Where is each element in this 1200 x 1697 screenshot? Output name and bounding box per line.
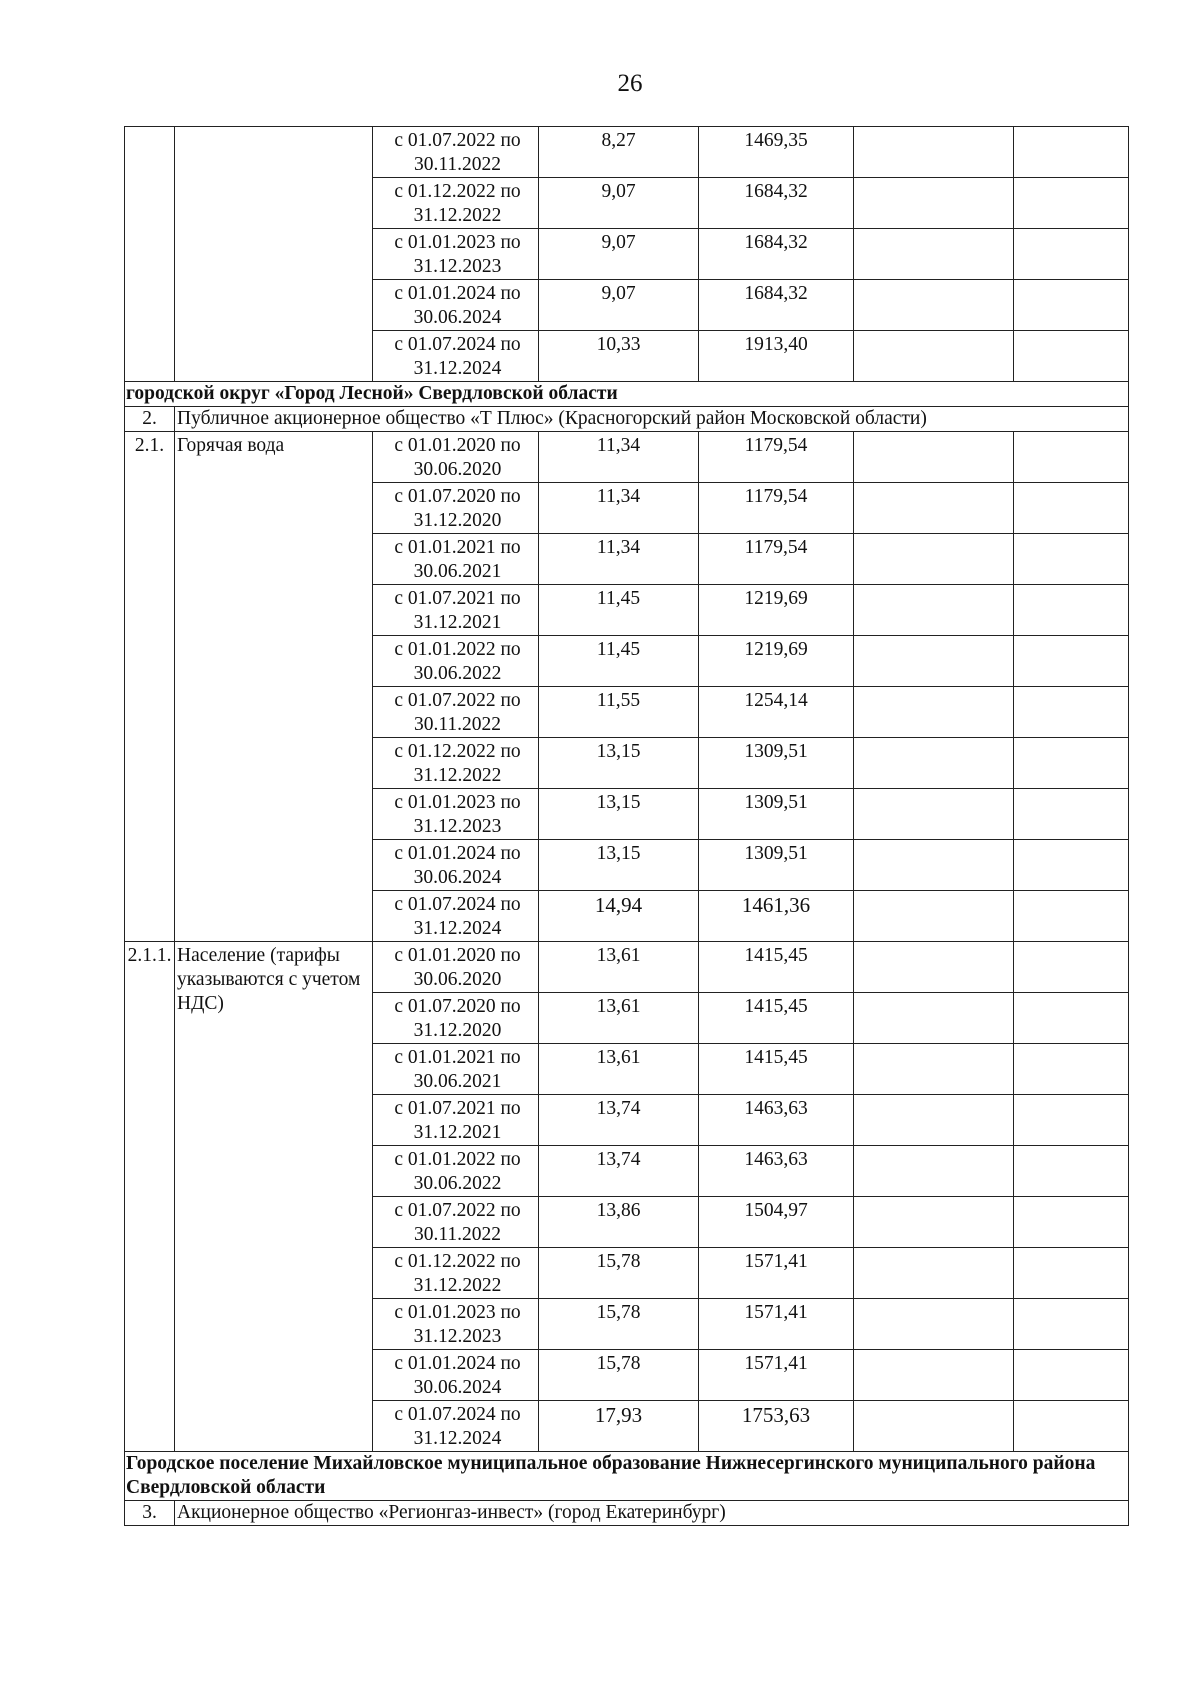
empty-cell — [1014, 891, 1129, 942]
empty-cell — [1014, 229, 1129, 280]
period-cell: с 01.01.2024 по 30.06.2024 — [373, 840, 539, 891]
empty-cell — [1014, 789, 1129, 840]
empty-cell — [854, 432, 1014, 483]
period-cell: с 01.07.2024 по 31.12.2024 — [373, 331, 539, 382]
value-cell: 1504,97 — [699, 1197, 854, 1248]
empty-cell — [1014, 432, 1129, 483]
value-cell: 1913,40 — [699, 331, 854, 382]
period-cell: с 01.12.2022 по 31.12.2022 — [373, 738, 539, 789]
value-cell: 1461,36 — [699, 891, 854, 942]
period-cell: с 01.07.2022 по 30.11.2022 — [373, 127, 539, 178]
empty-cell — [854, 1146, 1014, 1197]
empty-cell — [1014, 280, 1129, 331]
value-cell: 11,34 — [539, 534, 699, 585]
item-number-cell: 2.1. — [125, 432, 175, 942]
period-cell: с 01.01.2023 по 31.12.2023 — [373, 1299, 539, 1350]
value-cell: 1684,32 — [699, 178, 854, 229]
value-cell: 13,61 — [539, 1044, 699, 1095]
value-cell: 1684,32 — [699, 280, 854, 331]
value-cell: 1179,54 — [699, 483, 854, 534]
section-heading: городской округ «Город Лесной» Свердловской области — [125, 382, 1129, 407]
period-cell: с 01.01.2022 по 30.06.2022 — [373, 1146, 539, 1197]
value-cell: 13,61 — [539, 993, 699, 1044]
value-cell: 1309,51 — [699, 738, 854, 789]
tariff-table-body — [125, 127, 1129, 1526]
value-cell: 1415,45 — [699, 1044, 854, 1095]
value-cell: 1415,45 — [699, 942, 854, 993]
empty-cell — [854, 1248, 1014, 1299]
empty-cell — [854, 585, 1014, 636]
period-cell: с 01.07.2024 по 31.12.2024 — [373, 891, 539, 942]
period-cell: с 01.07.2021 по 31.12.2021 — [373, 1095, 539, 1146]
value-cell: 9,07 — [539, 280, 699, 331]
value-cell: 11,45 — [539, 585, 699, 636]
empty-cell — [854, 738, 1014, 789]
value-cell: 15,78 — [539, 1350, 699, 1401]
empty-cell — [1014, 1401, 1129, 1452]
empty-cell — [1014, 1248, 1129, 1299]
period-cell: с 01.01.2023 по 31.12.2023 — [373, 229, 539, 280]
value-cell: 1179,54 — [699, 432, 854, 483]
period-cell: с 01.01.2020 по 30.06.2020 — [373, 942, 539, 993]
period-cell: с 01.12.2022 по 31.12.2022 — [373, 1248, 539, 1299]
value-cell: 1179,54 — [699, 534, 854, 585]
period-cell: с 01.01.2020 по 30.06.2020 — [373, 432, 539, 483]
value-cell: 13,74 — [539, 1095, 699, 1146]
empty-cell — [854, 229, 1014, 280]
empty-cell — [1014, 331, 1129, 382]
organization-name: Публичное акционерное общество «Т Плюс» (Красногорский район Московской области) — [175, 407, 1129, 432]
value-cell: 8,27 — [539, 127, 699, 178]
tariff-row — [125, 127, 1129, 178]
value-cell: 9,07 — [539, 229, 699, 280]
tariff-table-wrapper — [124, 126, 1129, 1526]
empty-cell — [854, 993, 1014, 1044]
empty-cell — [854, 636, 1014, 687]
empty-cell — [854, 891, 1014, 942]
item-name-cell — [175, 127, 373, 382]
period-cell: с 01.01.2021 по 30.06.2021 — [373, 1044, 539, 1095]
item-name-cell: Население (тарифы указываются с учетом НДС) — [175, 942, 373, 1452]
value-cell: 9,07 — [539, 178, 699, 229]
period-cell: с 01.07.2020 по 31.12.2020 — [373, 483, 539, 534]
empty-cell — [854, 942, 1014, 993]
empty-cell — [854, 534, 1014, 585]
section-heading-row — [125, 1452, 1129, 1501]
empty-cell — [1014, 942, 1129, 993]
empty-cell — [1014, 1044, 1129, 1095]
empty-cell — [1014, 534, 1129, 585]
value-cell: 1463,63 — [699, 1146, 854, 1197]
tariff-table — [124, 126, 1129, 1526]
organization-name: Акционерное общество «Регионгаз-инвест» (город Екатеринбург) — [175, 1501, 1129, 1526]
empty-cell — [854, 1197, 1014, 1248]
value-cell: 13,15 — [539, 789, 699, 840]
empty-cell — [1014, 1146, 1129, 1197]
value-cell: 11,34 — [539, 483, 699, 534]
period-cell: с 01.07.2022 по 30.11.2022 — [373, 687, 539, 738]
empty-cell — [854, 1044, 1014, 1095]
empty-cell — [854, 178, 1014, 229]
value-cell: 14,94 — [539, 891, 699, 942]
item-name-cell: Горячая вода — [175, 432, 373, 942]
empty-cell — [854, 1299, 1014, 1350]
value-cell: 1469,35 — [699, 127, 854, 178]
value-cell: 17,93 — [539, 1401, 699, 1452]
period-cell: с 01.01.2023 по 31.12.2023 — [373, 789, 539, 840]
period-cell: с 01.12.2022 по 31.12.2022 — [373, 178, 539, 229]
empty-cell — [854, 331, 1014, 382]
value-cell: 1571,41 — [699, 1299, 854, 1350]
period-cell: с 01.01.2021 по 30.06.2021 — [373, 534, 539, 585]
value-cell: 15,78 — [539, 1299, 699, 1350]
empty-cell — [854, 840, 1014, 891]
organization-number: 2. — [125, 407, 175, 432]
empty-cell — [854, 127, 1014, 178]
empty-cell — [854, 483, 1014, 534]
empty-cell — [854, 789, 1014, 840]
empty-cell — [854, 1095, 1014, 1146]
value-cell: 1571,41 — [699, 1350, 854, 1401]
empty-cell — [1014, 687, 1129, 738]
empty-cell — [1014, 178, 1129, 229]
period-cell: с 01.01.2022 по 30.06.2022 — [373, 636, 539, 687]
empty-cell — [1014, 738, 1129, 789]
period-cell: с 01.01.2024 по 30.06.2024 — [373, 1350, 539, 1401]
section-heading-row — [125, 382, 1129, 407]
value-cell: 1571,41 — [699, 1248, 854, 1299]
value-cell: 10,33 — [539, 331, 699, 382]
item-number-cell: 2.1.1. — [125, 942, 175, 1452]
period-cell: с 01.07.2022 по 30.11.2022 — [373, 1197, 539, 1248]
empty-cell — [854, 687, 1014, 738]
value-cell: 15,78 — [539, 1248, 699, 1299]
value-cell: 1684,32 — [699, 229, 854, 280]
empty-cell — [854, 280, 1014, 331]
value-cell: 1309,51 — [699, 840, 854, 891]
empty-cell — [1014, 1299, 1129, 1350]
empty-cell — [1014, 585, 1129, 636]
organization-row — [125, 407, 1129, 432]
value-cell: 1219,69 — [699, 636, 854, 687]
empty-cell — [1014, 1197, 1129, 1248]
value-cell: 11,55 — [539, 687, 699, 738]
empty-cell — [1014, 636, 1129, 687]
empty-cell — [854, 1401, 1014, 1452]
value-cell: 13,74 — [539, 1146, 699, 1197]
empty-cell — [1014, 127, 1129, 178]
empty-cell — [1014, 840, 1129, 891]
empty-cell — [1014, 993, 1129, 1044]
value-cell: 11,34 — [539, 432, 699, 483]
value-cell: 1753,63 — [699, 1401, 854, 1452]
section-heading: Городское поселение Михайловское муниципальное образование Нижнесергинского муниципального района Свердловской области — [125, 1452, 1129, 1501]
value-cell: 11,45 — [539, 636, 699, 687]
value-cell: 1219,69 — [699, 585, 854, 636]
value-cell: 1309,51 — [699, 789, 854, 840]
organization-row — [125, 1501, 1129, 1526]
item-number-cell — [125, 127, 175, 382]
period-cell: с 01.07.2021 по 31.12.2021 — [373, 585, 539, 636]
value-cell: 13,15 — [539, 738, 699, 789]
period-cell: с 01.07.2020 по 31.12.2020 — [373, 993, 539, 1044]
tariff-row — [125, 432, 1129, 483]
empty-cell — [1014, 483, 1129, 534]
value-cell: 1463,63 — [699, 1095, 854, 1146]
value-cell: 13,61 — [539, 942, 699, 993]
value-cell: 13,86 — [539, 1197, 699, 1248]
page-number: 26 — [617, 70, 643, 97]
tariff-row — [125, 942, 1129, 993]
organization-number: 3. — [125, 1501, 175, 1526]
period-cell: с 01.01.2024 по 30.06.2024 — [373, 280, 539, 331]
value-cell: 1254,14 — [699, 687, 854, 738]
period-cell: с 01.07.2024 по 31.12.2024 — [373, 1401, 539, 1452]
empty-cell — [854, 1350, 1014, 1401]
value-cell: 13,15 — [539, 840, 699, 891]
empty-cell — [1014, 1350, 1129, 1401]
value-cell: 1415,45 — [699, 993, 854, 1044]
empty-cell — [1014, 1095, 1129, 1146]
